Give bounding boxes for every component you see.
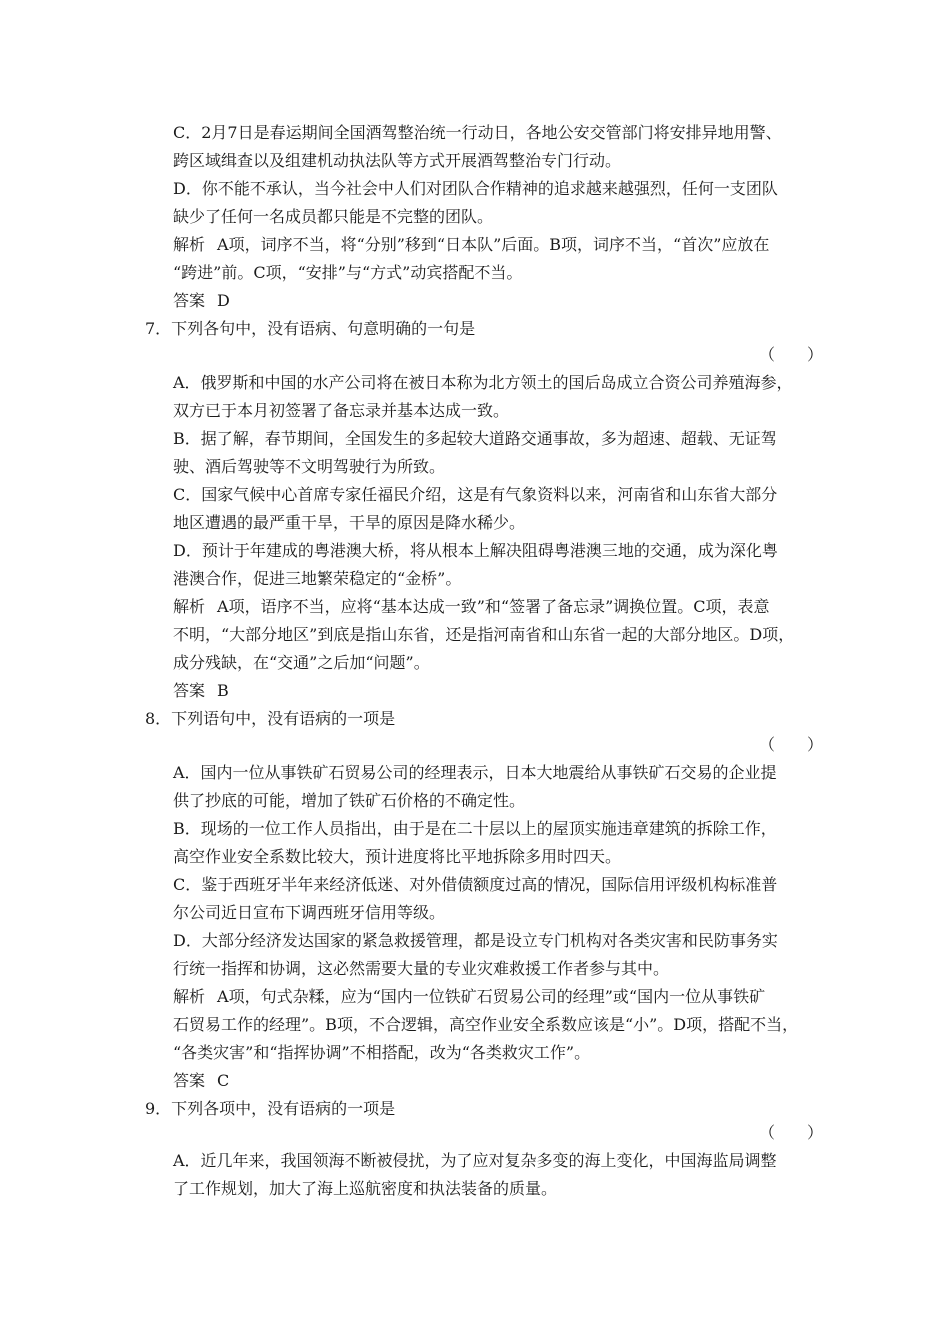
q9-answer-paren: （ ）: [759, 1123, 824, 1142]
answer-label: 答案: [173, 291, 206, 310]
q6-option-c-line-1: C．2月7日是春运期间全国酒驾整治统一行动日，各地公安交管部门将安排异地用警、: [173, 123, 782, 142]
q7-answer-line: [173, 678, 229, 704]
q6-option-d-line-2: 缺少了任何一名成员都只能是不完整的团队。: [173, 207, 494, 226]
q7-option-d-line-1: D．预计于年建成的粤港澳大桥，将从根本上解决阻碍粤港澳三地的交通，成为深化粤: [173, 541, 778, 560]
analysis-label: 解析: [173, 597, 206, 616]
q8-option-a-line-2: 供了抄底的可能，增加了铁矿石价格的不确定性。: [173, 791, 526, 810]
q7-stem: 7．下列各句中，没有语病、句意明确的一句是: [145, 319, 476, 338]
analysis-label: 解析: [173, 235, 206, 254]
q8-option-b-line-1: B．现场的一位工作人员指出，由于是在二十层以上的屋顶实施违章建筑的拆除工作，: [173, 819, 777, 838]
q6-option-d-line-1: D．你不能不承认，当今社会中人们对团队合作精神的追求越来越强烈，任何一支团队: [173, 179, 778, 198]
answer-label: 答案: [173, 681, 206, 700]
q7-answer-value: B: [217, 681, 229, 700]
q8-analysis-line-1: [173, 984, 765, 1010]
q7-option-c-line-2: 地区遭遇的最严重干旱，干旱的原因是降水稀少。: [173, 513, 526, 532]
q6-answer-value: D: [217, 291, 230, 310]
q7-analysis-line-2: 不明，“大部分地区”到底是指山东省，还是指河南省和山东省一起的大部分地区。D项，: [173, 625, 795, 644]
q7-answer-paren: （ ）: [759, 345, 824, 364]
q7-option-c-line-1: C．国家气候中心首席专家任福民介绍，这是有气象资料以来，河南省和山东省大部分: [173, 485, 778, 504]
q8-analysis-line-3: “各类灾害”和“指挥协调”不相搭配，改为“各类救灾工作”。: [173, 1043, 591, 1062]
q8-stem: 8．下列语句中，没有语病的一项是: [145, 709, 396, 728]
q7-option-a-line-1: A．俄罗斯和中国的水产公司将在被日本称为北方领土的国后岛成立合资公司养殖海参，: [173, 373, 793, 392]
q8-option-c-line-2: 尔公司近日宣布下调西班牙信用等级。: [173, 903, 446, 922]
q6-option-c-line-2: 跨区域缉查以及组建机动执法队等方式开展酒驾整治专门行动。: [173, 151, 622, 170]
q7-analysis-line-3: 成分残缺，在“交通”之后加“问题”。: [173, 653, 430, 672]
q9-option-a-line-1: A．近几年来，我国领海不断被侵扰，为了应对复杂多变的海上变化，中国海监局调整: [173, 1151, 777, 1170]
q7-option-b-line-2: 驶、酒后驾驶等不文明驾驶行为所致。: [173, 457, 446, 476]
q7-analysis-line-1: [173, 594, 770, 620]
q8-option-d-line-2: 行统一指挥和协调，这必然需要大量的专业灾难救援工作者参与其中。: [173, 959, 670, 978]
q8-option-b-line-2: 高空作业安全系数比较大，预计进度将比平地拆除多用时四天。: [173, 847, 622, 866]
q7-option-b-line-1: B．据了解，春节期间，全国发生的多起较大道路交通事故，多为超速、超载、无证驾: [173, 429, 777, 448]
q6-analysis-line-2: “跨进”前。C项，“安排”与“方式”动宾搭配不当。: [173, 263, 523, 282]
q8-answer-paren: （ ）: [759, 735, 824, 754]
q8-answer-value: C: [217, 1071, 230, 1090]
q6-analysis-text-1: A项，词序不当，将“分别”移到“日本队”后面。B项，词序不当，“首次”应放在: [217, 235, 770, 254]
q9-option-a-line-2: 了工作规划，加大了海上巡航密度和执法装备的质量。: [173, 1179, 558, 1198]
q7-option-d-line-2: 港澳合作，促进三地繁荣稳定的“金桥”。: [173, 569, 462, 588]
q8-analysis-line-2: 石贸易工作的经理”。B项，不合逻辑，高空作业安全系数应该是“小”。D项，搭配不当，: [173, 1015, 799, 1034]
q9-stem: 9．下列各项中，没有语病的一项是: [145, 1099, 396, 1118]
q7-analysis-text-1: A项，语序不当，应将“基本达成一致”和“签署了备忘录”调换位置。C项，表意: [217, 597, 770, 616]
q8-analysis-text-1: A项，句式杂糅，应为“国内一位铁矿石贸易公司的经理”或“国内一位从事铁矿: [217, 987, 766, 1006]
q8-option-a-line-1: A．国内一位从事铁矿石贸易公司的经理表示，日本大地震给从事铁矿石交易的企业提: [173, 763, 777, 782]
q6-answer-line: [173, 288, 230, 314]
q8-option-d-line-1: D．大部分经济发达国家的紧急救援管理，都是设立专门机构对各类灾害和民防事务实: [173, 931, 778, 950]
analysis-label: 解析: [173, 987, 206, 1006]
q8-option-c-line-1: C．鉴于西班牙半年来经济低迷、对外借债额度过高的情况，国际信用评级机构标准普: [173, 875, 778, 894]
q6-analysis-line-1: [173, 232, 769, 258]
answer-label: 答案: [173, 1071, 206, 1090]
q8-answer-line: [173, 1068, 229, 1094]
q7-option-a-line-2: 双方已于本月初签署了备忘录并基本达成一致。: [173, 401, 510, 420]
